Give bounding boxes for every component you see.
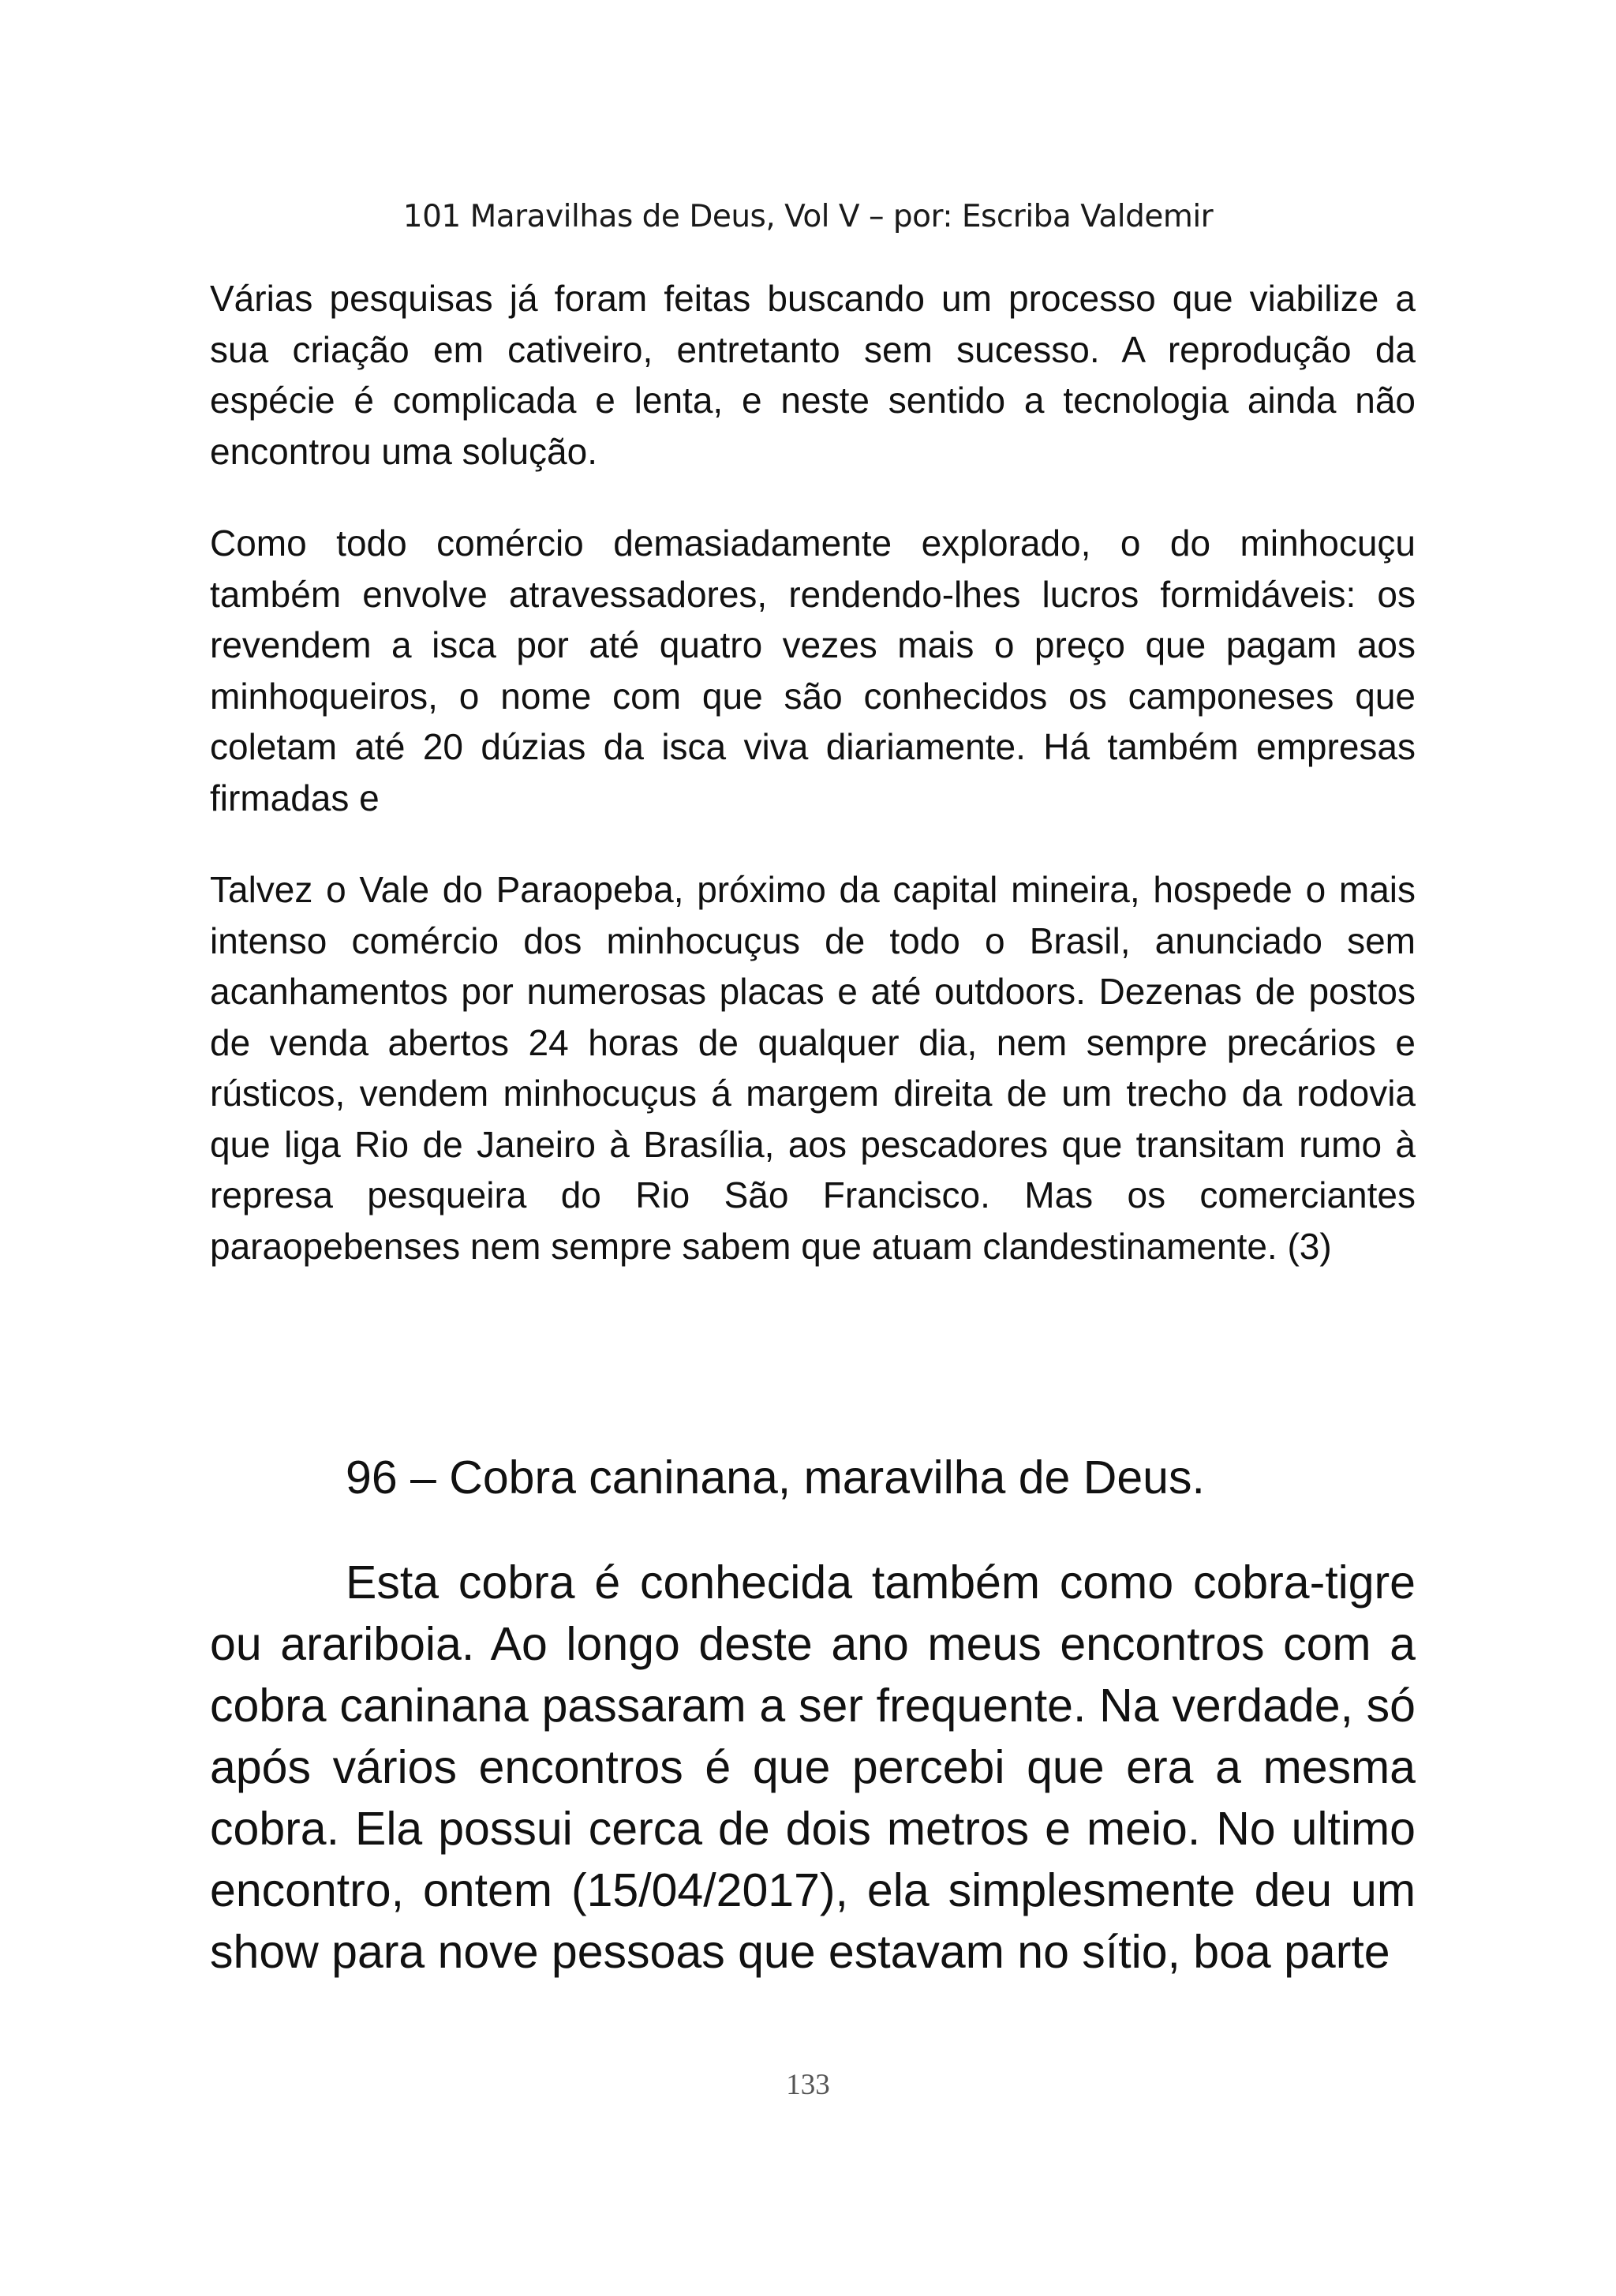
chapter-title: 96 – Cobra caninana, maravilha de Deus.	[346, 1451, 1205, 1504]
paragraph-captive-breeding: Várias pesquisas já foram feitas buscando um processo que viabilize a sua criação em cativeiro, entretanto sem sucesso. A reprodução da espécie é complicada e lenta, e neste sentido a tecnologia ainda não encontrou uma solução.	[210, 278, 1416, 472]
chapter-body: Esta cobra é conhecida também como cobra-tigre ou arariboia. Ao longo deste ano meus encontros com a cobra caninana passaram a ser frequente. Na verdade, só após vários encontros é que percebi que era a mesma cobra. Ela possui cerca de dois metros e meio. No ultimo encontro, ontem (15/04/2017), ela simplesmente deu um show para nove pessoas que estavam no sítio, boa parte	[210, 1556, 1416, 1978]
page-number: 133	[786, 2069, 830, 2101]
paragraph-middlemen-trade: Como todo comércio demasiadamente explorado, o do minhocuçu também envolve atravessadores, rendendo-lhes lucros formidáveis: os revendem a isca por até quatro vezes mais o preço que pagam aos minhoqueiros, o nome com que são conhecidos os camponeses que coletam até 20 dúzias da isca viva diariamente. Há também empresas firmadas e	[210, 522, 1416, 818]
paragraph-paraopeba-valley: Talvez o Vale do Paraopeba, próximo da capital mineira, hospede o mais intenso comércio dos minhocuçus de todo o Brasil, anunciado sem acanhamentos por numerosas placas e até outdoors. Dezenas de postos de venda abertos 24 horas de qualquer dia, nem sempre precários e rústicos, vendem minhocuçus á margem direita de um trecho da rodovia que liga Rio de Janeiro à Brasília, aos pescadores que transitam rumo à represa pesqueira do Rio São Francisco. Mas os comerciantes paraopebenses nem sempre sabem que atuam clandestinamente. (3)	[210, 869, 1416, 1267]
running-header: 101 Maravilhas de Deus, Vol V – por: Escriba Valdemir	[402, 199, 1214, 234]
